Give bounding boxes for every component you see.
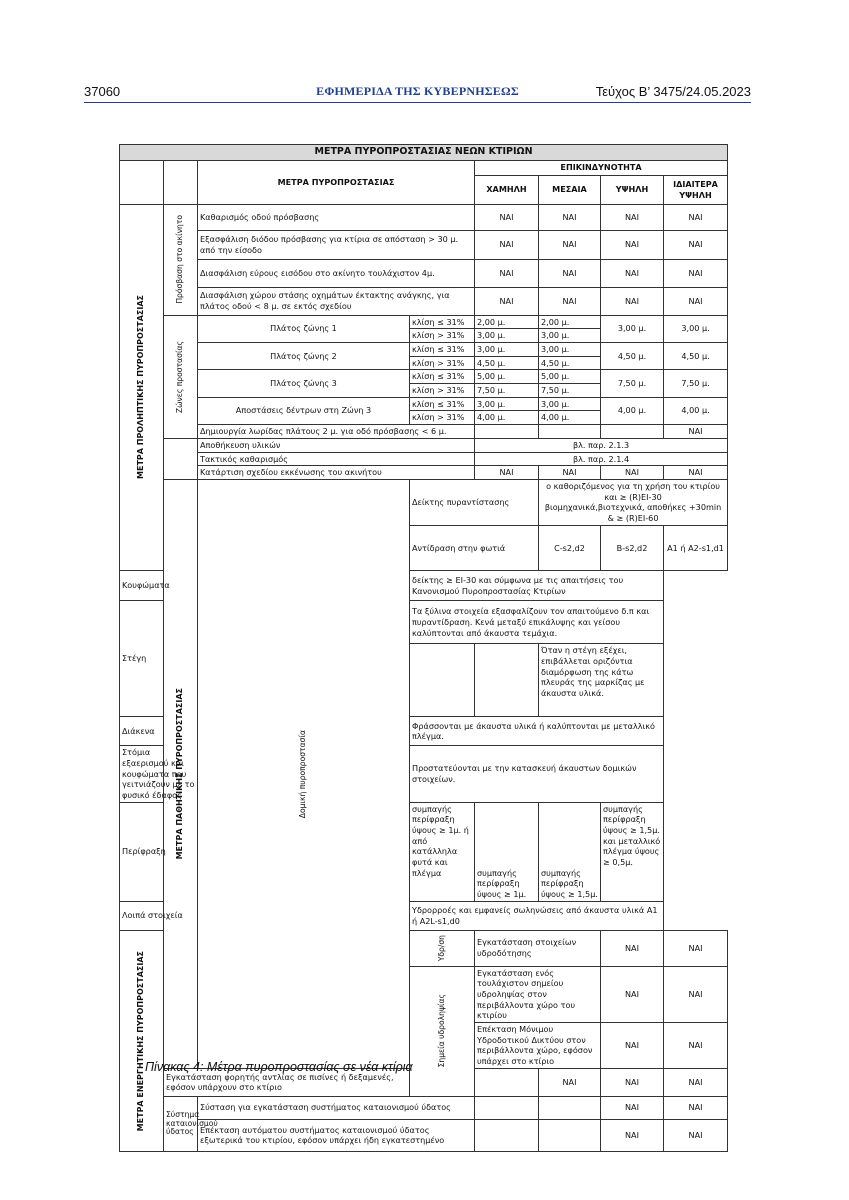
value-high: ΝΑΙ: [601, 287, 664, 315]
measure-label: Κατάρτιση σχεδίου εκκένωσης του ακινήτου: [198, 466, 475, 480]
measure-label: Επέκταση αυτόματου συστήματος καταιονισμού ύδατος εξωτερικά του κτιρίου, εφόσον υπάρχει ήδη εγκατεστημένο: [198, 1119, 475, 1151]
measure-label: Καθαρισμός οδού πρόσβασης: [198, 204, 475, 230]
subcategory-hydrants: Σημεία υδροληψίας: [410, 966, 475, 1096]
slope-label: κλίση > 31%: [410, 383, 475, 397]
value-low: ΝΑΙ: [475, 259, 539, 287]
measure-label: Αποθήκευση υλικών: [198, 438, 475, 452]
value-low: [475, 424, 539, 438]
slope-label: κλίση ≤ 31%: [410, 342, 475, 356]
measure-label: Σύσταση για εγκατάσταση συστήματος καταιονισμού ύδατος: [198, 1096, 475, 1119]
value-medium: 5,00 μ.: [539, 370, 601, 384]
value-low: 4,50 μ.: [475, 356, 539, 370]
value-low: ΝΑΙ: [601, 966, 664, 1022]
value-very-high: 3,00 μ.: [664, 315, 728, 342]
table-title: ΜΕΤΡΑ ΠΥΡΟΠΡΟΣΤΑΣΙΑΣ ΝΕΩΝ ΚΤΙΡΙΩΝ: [120, 145, 728, 161]
subcategory-access: Πρόσβαση στο ακίνητο: [164, 204, 198, 315]
value-all: Τα ξύλινα στοιχεία εξασφαλίζουν τον απαιτούμενο δ.π και πυραντίδραση. Κενά μεταξύ επικάλυψης και γείσου καλύπτονται από άκαυστα τεμάχια.: [410, 601, 664, 644]
value-very-high: ΝΑΙ: [664, 230, 728, 259]
value-all: βλ. παρ. 2.1.3: [475, 438, 728, 452]
value-all: δείκτης ≥ EI-30 και σύμφωνα με τις απαιτήσεις του Κανονισμού Πυροπροστασίας Κτιρίων: [410, 571, 664, 601]
value-medium: 7,50 μ.: [539, 383, 601, 397]
value-high: ΝΑΙ: [601, 230, 664, 259]
category-passive: ΜΕΤΡΑ ΠΑΘΗΤΙΚΗΣ ΠΥΡΟΠΡΟΣΤΑΣΙΑΣ: [164, 479, 198, 1068]
value-medium: 3,00 μ.: [539, 342, 601, 356]
subcategory-sprinkler: Σύστημα καταιονισμού ύδατος: [164, 1096, 198, 1151]
measure-label: Δημιουργία λωρίδας πλάτους 2 μ. για οδό πρόσβασης < 6 μ.: [198, 424, 475, 438]
value-low: [475, 1119, 539, 1151]
value-high: [601, 424, 664, 438]
blank-subcategory: [164, 438, 198, 479]
risk-header: ΕΠΙΚΙΝΔΥΝΟΤΗΤΑ: [475, 160, 728, 175]
value-very-high: 4,00 μ.: [664, 397, 728, 424]
value-low: ΝΑΙ: [475, 287, 539, 315]
value-medium: ΝΑΙ: [664, 966, 728, 1022]
zone-label: Πλάτος ζώνης 1: [198, 315, 410, 342]
value-medium: ΝΑΙ: [539, 287, 601, 315]
measure-label: Τακτικός καθαρισμός: [198, 452, 475, 466]
slope-label: κλίση > 31%: [410, 329, 475, 343]
measure-label: Διασφάλιση χώρου στάσης οχημάτων έκτακτης ανάγκης, για πλάτος οδού < 8 μ. σε εκτός σχεδίου: [198, 287, 475, 315]
category-active: ΜΕΤΡΑ ΕΝΕΡΓΗΤΙΚΗΣ ΠΥΡΟΠΡΟΣΤΑΣΙΑΣ: [120, 930, 164, 1151]
value-low: ΝΑΙ: [475, 230, 539, 259]
risk-low-header: ΧΑΜΗΛΗ: [475, 175, 539, 204]
value-medium: ΝΑΙ: [539, 230, 601, 259]
subcategory-structural: Δομική πυροπροστασία: [198, 479, 410, 1068]
subcategory-zones: Ζώνες προστασίας: [164, 315, 198, 438]
value-medium: ΝΑΙ: [539, 204, 601, 230]
measure-label: Περίφραξη: [120, 802, 198, 901]
fire-protection-table: [119, 144, 728, 1152]
measure-label: Εξασφάλιση διόδου πρόσβασης για κτίρια σε απόσταση > 30 μ. από την είσοδο: [198, 230, 475, 259]
slope-label: κλίση ≤ 31%: [410, 397, 475, 411]
value-very-high: ΝΑΙ: [664, 424, 728, 438]
value-high: 4,00 μ.: [601, 397, 664, 424]
value-low: συμπαγής περίφραξη ύψους ≥ 1μ. ή από κατάλληλα φυτά και πλέγμα: [410, 802, 475, 901]
risk-medium-header: ΜΕΣΑΙΑ: [539, 175, 601, 204]
measure-label: Εγκατάσταση στοιχείων υδροδότησης: [475, 930, 601, 966]
measure-label: Αντίδραση στην φωτιά: [410, 525, 539, 571]
blank-corner: [120, 160, 164, 204]
category-preventive: ΜΕΤΡΑ ΠΡΟΛΗΠΤΙΚΗΣ ΠΥΡΟΠΡΟΣΤΑΣΙΑΣ: [120, 204, 164, 571]
value-low: [475, 1068, 539, 1096]
value-low: 3,00 μ.: [475, 397, 539, 411]
measure-label: Στόμια εξαερισμού και κουφώματα που γειτνιάζουν με το φυσικό έδαφος: [120, 746, 198, 802]
value-medium: [475, 644, 539, 717]
blank-corner: [164, 160, 198, 204]
value-very-high: ΝΑΙ: [664, 1096, 728, 1119]
fire-resistance-line: ο καθοριζόμενος για τη χρήση του κτιρίου και ≥ (R)EI-30: [546, 480, 720, 502]
value-high: ΝΑΙ: [601, 259, 664, 287]
zone-label: Πλάτος ζώνης 2: [198, 342, 410, 369]
value-medium: 4,50 μ.: [539, 356, 601, 370]
measure-label: Κουφώματα: [120, 571, 198, 601]
value-low: ΝΑΙ: [475, 466, 539, 480]
measure-label: Διάκενα: [120, 717, 198, 746]
gazette-title: ΕΦΗΜΕΡΙΔΑ ΤΗΣ ΚΥΒΕΡΝΗΣΕΩΣ: [316, 84, 519, 98]
slope-label: κλίση ≤ 31%: [410, 315, 475, 329]
page-header: [84, 84, 751, 100]
measure-label: Στέγη: [120, 601, 198, 717]
value-medium: [539, 424, 601, 438]
value-high: ΝΑΙ: [601, 466, 664, 480]
value-low: 3,00 μ.: [475, 342, 539, 356]
zone-label: Αποστάσεις δέντρων στη Ζώνη 3: [198, 397, 410, 424]
value-all: Προστατεύονται με την κατασκευή άκαυστων δομικών στοιχείων.: [410, 746, 664, 802]
issue-info: Τεύχος Β’ 3475/24.05.2023: [595, 84, 751, 99]
value-low: 2,00 μ.: [475, 315, 539, 329]
measure-label: Εγκατάσταση φορητής αντλίας σε πισίνες ή δεξαμενές, εφόσον υπάρχουν στο κτίριο: [164, 1068, 410, 1096]
measure-label: Λοιπά στοιχεία: [120, 901, 198, 930]
value-medium: συμπαγής περίφραξη ύψους ≥ 1μ.: [475, 802, 539, 901]
value-medium: ΝΑΙ: [539, 466, 601, 480]
risk-high-header: ΥΨΗΛΗ: [601, 175, 664, 204]
value-high: 4,50 μ.: [601, 342, 664, 369]
value-low: 4,00 μ.: [475, 411, 539, 425]
header-rule: [84, 102, 751, 103]
value-high-very-high: Όταν η στέγη εξέχει, επιβάλλεται οριζόντια διαμόρφωση της κάτω πλευράς της μαρκίζας με άκαυστα υλικά.: [539, 644, 664, 717]
value-very-high: ΝΑΙ: [664, 1119, 728, 1151]
value-medium: ΝΑΙ: [664, 1023, 728, 1069]
value-medium: ΝΑΙ: [539, 1068, 601, 1096]
value-low: [410, 644, 475, 717]
value-medium: ΝΑΙ: [664, 930, 728, 966]
value-very-high: συμπαγής περίφραξη ύψους ≥ 1,5μ. και μεταλλικό πλέγμα ύψους ≥ 0,5μ.: [601, 802, 664, 901]
value-low: ΝΑΙ: [601, 930, 664, 966]
value-high: ΝΑΙ: [601, 1096, 664, 1119]
value-high: ΝΑΙ: [601, 1068, 664, 1096]
risk-very-high-header: ΙΔΙΑΙΤΕΡΑ ΥΨΗΛΗ: [664, 175, 728, 204]
measure-label: Εγκατάσταση ενός τουλάχιστον σημείου υδροληψίας στον περιβάλλοντα χώρο του κτιρίου: [475, 966, 601, 1022]
measure-label: Επέκταση Μόνιμου Υδροδοτικού Δικτύου στον περιβάλλοντα χώρο, εφόσον υπάρχει στο κτίριο: [475, 1023, 601, 1069]
subcategory-water: Υδρ/ση: [410, 930, 475, 966]
value-all: Υδρορροές και εμφανείς σωληνώσεις από άκαυστα υλικά A1 ή A2L-s1,d0: [410, 901, 664, 930]
value-very-high: ΝΑΙ: [664, 1068, 728, 1096]
value-low: ΝΑΙ: [475, 204, 539, 230]
value-low: 7,50 μ.: [475, 383, 539, 397]
value-all: [539, 479, 728, 525]
value-high: ΝΑΙ: [601, 1119, 664, 1151]
slope-label: κλίση ≤ 31%: [410, 370, 475, 384]
value-very-high: ΝΑΙ: [664, 204, 728, 230]
value-medium: [539, 1096, 601, 1119]
value-high: συμπαγής περίφραξη ύψους ≥ 1,5μ.: [539, 802, 601, 901]
value-medium: 3,00 μ.: [539, 329, 601, 343]
value-all: Φράσσονται με άκαυστα υλικά ή καλύπτονται με μεταλλικό πλέγμα.: [410, 717, 664, 746]
value-medium: 3,00 μ.: [539, 397, 601, 411]
value-high: A1 ή A2-s1,d1: [664, 525, 728, 571]
value-medium: B-s2,d2: [601, 525, 664, 571]
value-low: 3,00 μ.: [475, 329, 539, 343]
value-medium: ΝΑΙ: [539, 259, 601, 287]
value-medium: 4,00 μ.: [539, 411, 601, 425]
slope-label: κλίση > 31%: [410, 411, 475, 425]
value-medium: 2,00 μ.: [539, 315, 601, 329]
value-low: [475, 1096, 539, 1119]
value-medium: [539, 1119, 601, 1151]
value-high: 3,00 μ.: [601, 315, 664, 342]
slope-label: κλίση > 31%: [410, 356, 475, 370]
value-very-high: ΝΑΙ: [664, 259, 728, 287]
value-low: C-s2,d2: [539, 525, 601, 571]
value-low: ΝΑΙ: [601, 1023, 664, 1069]
value-very-high: 4,50 μ.: [664, 342, 728, 369]
value-high: 7,50 μ.: [601, 370, 664, 397]
measure-label: Δείκτης πυραντίστασης: [410, 479, 539, 525]
value-very-high: 7,50 μ.: [664, 370, 728, 397]
page-number: 37060: [84, 84, 121, 99]
table-caption: Πίνακας 4: Μέτρα πυροπροστασίας σε νέα κτίρια: [145, 1060, 413, 1074]
value-all: βλ. παρ. 2.1.4: [475, 452, 728, 466]
measures-header: ΜΕΤΡΑ ΠΥΡΟΠΡΟΣΤΑΣΙΑΣ: [198, 160, 475, 204]
value-very-high: ΝΑΙ: [664, 287, 728, 315]
value-low: 5,00 μ.: [475, 370, 539, 384]
measure-label: Διασφάλιση εύρους εισόδου στο ακίνητο τουλάχιστον 4μ.: [198, 259, 475, 287]
fire-resistance-line: βιομηχανικά,βιοτεχνικά, αποθήκες +30min & ≥ (R)EI-60: [544, 502, 722, 523]
value-high: ΝΑΙ: [601, 204, 664, 230]
zone-label: Πλάτος ζώνης 3: [198, 370, 410, 397]
value-very-high: ΝΑΙ: [664, 466, 728, 480]
